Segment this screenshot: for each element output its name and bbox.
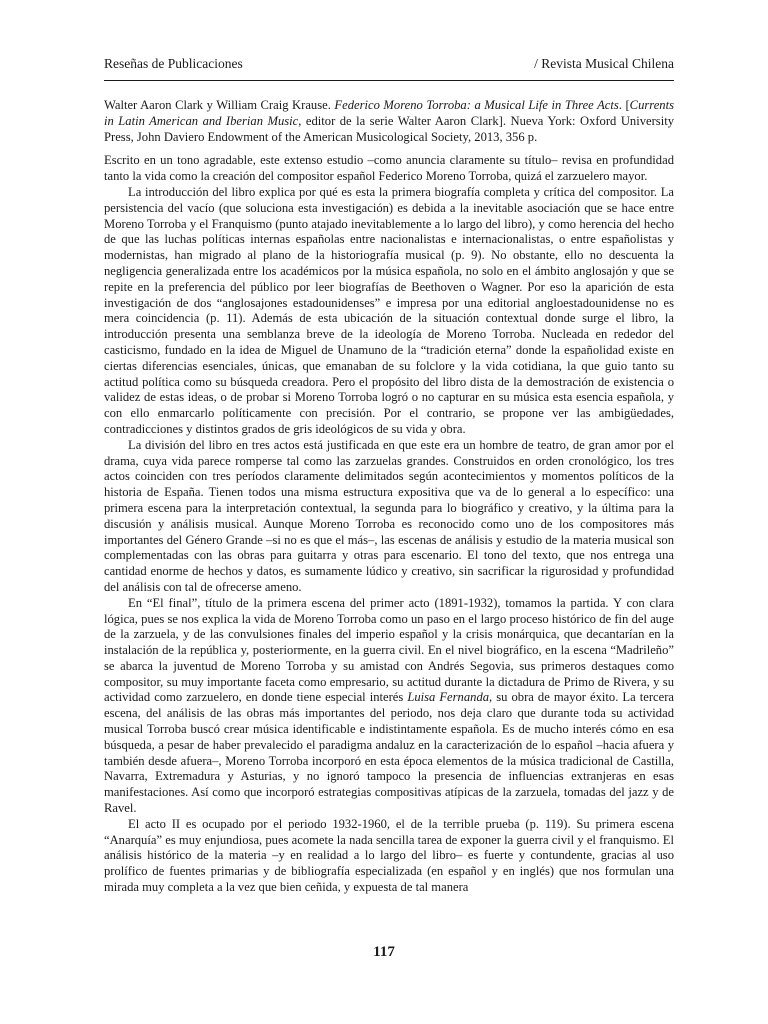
review-body (104, 153, 674, 895)
review-content (104, 98, 674, 896)
page-number: 117 (373, 944, 395, 960)
book-citation (104, 98, 674, 145)
citation-separator: . [ (618, 98, 630, 112)
citation-authors: Walter Aaron Clark y William Craig Krause. (104, 98, 335, 112)
book-title: Federico Moreno Torroba: a Musical Life in Three Acts (334, 98, 619, 112)
paragraph-1: Escrito en un tono agradable, este extenso estudio –como anuncia claramente su título– revisa en profundidad tanto la vida como la creación del compositor español Federico Moreno Torroba, quizá el zarzuelero mayor. (104, 153, 674, 184)
journal-title: / Revista Musical Chilena (534, 56, 674, 71)
series-title: Currents in Latin American and Iberian Music (104, 98, 674, 128)
header-rule (104, 80, 674, 81)
paragraph-4 (104, 596, 674, 817)
citation-publication: , editor de la serie Walter Aaron Clark]. Nueva York: Oxford University Press, John Daviero Endowment of the American Musicological Society, 2013, 356 p. (104, 113, 674, 144)
section-title: Reseñas de Publicaciones (104, 56, 243, 71)
paragraph-3: La división del libro en tres actos está justificada en que este era un hombre de teatro, de gran amor por el drama, cuya vida parece romperse tal como las zarzuelas grandes. Construidos en orden cronológico, los tres actos coinciden con tres períodos claramente delimitados según acontecimientos y momentos políticos de la historia de España. Tienen todos una misma estructura expositiva que va de lo general a lo específico: una primera escena para la interpretación contextual, la segunda para lo biográfico y creativo, y la última para la discusión y análisis musical. Aunque Moreno Torroba es reconocido como uno de los compositores más importantes del Género Grande –si no es que el más–, las escenas de análisis y estudio de la materia musical son complementadas con las obras para guitarra y otras para escenario. El tono del texto, que nos entrega una cantidad enorme de hechos y datos, es sumamente lúdico y creativo, sin sacrificar la rigurosidad y profundidad del análisis con tal de ofrecerse ameno. (104, 437, 674, 594)
paragraph-2: La introducción del libro explica por qué es esta la primera biografía completa y crítica del compositor. La persistencia del vacío (que soluciona esta investigación) es debida a la inevitable asociación que se hace entre Moreno Torroba y el Franquismo (punto atajado inevitablemente a lo largo del libro), y como herencia del hecho de que las luchas políticas internas españolas entre nacionalistas e internacionalistas, o entre españolistas y modernistas, han migrado al plano de la historiografía musical (p. 9). No obstante, ello no descuenta la negligencia generalizada entre los académicos por la música española, no solo en el ámbito anglosajón y que se repite en la preferencia del público por leer biografías de Beethoven o Wagner. Por eso la aparición de esta investigación de dos “anglosajones estadounidenses” e impresa por una editorial angloestadounidense no es mera coincidencia (p. 11). Además de esta ubicación de la situación contextual donde surge el libro, la introducción presenta una semblanza breve de la ideología de Moreno Torroba. Nucleada en rededor del casticismo, fundado en la idea de Miguel de Unamuno de la “tradición eterna” donde la españolidad existe en ciertas diferencias esenciales, únicas, que emanaban de su folclore y la vida cotidiana, la que guio tanto su actitud política como su búsqueda creadora. Pero el propósito del libro dista de la demostración de existencia o validez de estas ideas, o de probar si Moreno Torroba logró o no capturar en su música esta esencia española, y con ello enmarcarlo políticamente con precisión. Por el contrario, se propone ver las ambigüedades, contradicciones y distintos grados de gris ideológicos de su vida y obra. (104, 184, 674, 436)
paragraph-4-part-a: En “El final”, título de la primera escena del primer acto (1891-1932), tomamos la partida. Y con clara lógica, pues se nos explica la vida de Moreno Torroba como un paso en el largo proceso histórico de fin del auge de la zarzuela, y de las convulsiones finales del imperio español y la crisis monárquica, que decantarían en la instalación de la república y, posteriormente, en la guerra civil. En el nivel biográfico, en la escena “Madrileño” se abarca la juventud de Moreno Torroba y su amistad con Andrés Segovia, sus primeros destaques como compositor, su muy importante faceta como empresario, su actitud durante la dictadura de Primo de Rivera, y su actividad como zarzuelero, en donde tiene especial interés (104, 595, 674, 705)
work-title: Luisa Fernanda (407, 690, 490, 705)
paragraph-4-part-b: , su obra de mayor éxito. La tercera escena, del análisis de las obras más importantes del periodo, nos deja claro que durante toda su actividad musical Torroba buscó crear música identificable e indistintamente española. Es de mucho interés cómo en esa búsqueda, a pesar de haber prevalecido el paradigma andaluz en la caracterización de lo español –hacia afuera y también desde afuera–, Moreno Torroba incorporó en esta época elementos de la música tradicional de Castilla, Navarra, Extremadura y Asturias, y no ignoró tampoco la presencia de influencias extranjeras en esas manifestaciones. Así como que incorporó estrategias compositivas atípicas de la zarzuela, tomadas del jazz y de Ravel. (104, 690, 674, 816)
paragraph-5: El acto II es ocupado por el periodo 1932-1960, el de la terrible prueba (p. 119). Su primera escena “Anarquía” es muy enjundiosa, pues acomete la nada sencilla tarea de exponer la guerra civil y el franquismo. El análisis histórico de la materia –y en realidad a lo largo del libro– es fuerte y contundente, gracias al uso prolífico de fuentes primarias y de bibliografía especializada (en español y en inglés) que nos formulan una mirada muy completa a la vez que bien ceñida, y expuesta de tal manera (104, 816, 674, 895)
running-header (104, 56, 674, 72)
